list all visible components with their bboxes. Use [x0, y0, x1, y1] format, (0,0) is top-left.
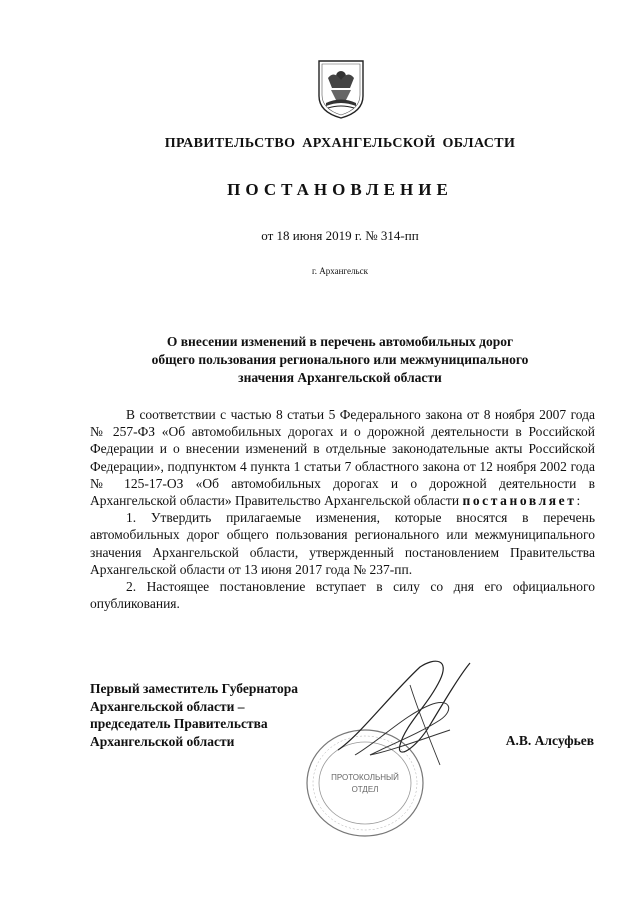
paragraph-text: В соответствии с частью 8 статьи 5 Федерального закона от 8 ноября 2007 года № 257-ФЗ «Об автомобильных дорогах и о дорожной деятельности в Российской Федерации и о внесении изменений в отдельные законодательные акты Российской Федерации», подпунктом 4 пункта 1 статьи 7 областного закона от 12 ноября 2002 года № 125-17-ОЗ «Об автомобильных дорогах и о дорожной деятельности в Архангельской области» Правительство Архангельской области — [90, 407, 595, 509]
paragraph-end: : — [576, 493, 581, 509]
coat-of-arms-icon — [316, 58, 366, 120]
body-paragraph: 2. Настоящее постановление вступает в силу со дня его официального опубликования. — [90, 579, 595, 612]
subject-line: общего пользования регионального или межмуниципального — [151, 352, 529, 367]
handwritten-signature — [300, 655, 490, 775]
body-paragraph — [90, 406, 595, 509]
stamp-text: ОТДЕЛ — [351, 785, 379, 794]
document-date-number: от 18 июня 2019 г. № 314-пп — [261, 228, 419, 243]
subject-line: О внесении изменений в перечень автомобильных дорог — [166, 334, 514, 349]
decree-keyword: постановляет — [462, 493, 577, 509]
signer-position-line: Архангельской области – — [90, 698, 245, 714]
document-type: ПОСТАНОВЛЕНИЕ — [227, 180, 453, 199]
document-body — [90, 406, 595, 612]
signer-name: А.В. Алсуфьев — [505, 733, 594, 748]
document-subject — [120, 333, 560, 387]
government-title: ПРАВИТЕЛЬСТВО АРХАНГЕЛЬСКОЙ ОБЛАСТИ — [164, 136, 516, 151]
document-city: г. Архангельск — [312, 266, 368, 276]
signer-position-line: председатель Правительства — [90, 716, 268, 731]
signer-position-line: Первый заместитель Губернатора — [90, 681, 298, 696]
subject-line: значения Архангельской области — [238, 370, 442, 385]
signer-position-line: Архангельской области — [90, 733, 235, 749]
stamp-text: ПРОТОКОЛЬНЫЙ — [331, 773, 399, 782]
body-paragraph: 1. Утвердить прилагаемые изменения, которые вносятся в перечень автомобильных дорог общего пользования регионального или межмуниципального значения Архангельской области, утвержденный постановлением Правительства Архангельской области от 13 июня 2017 года № 237-пп. — [90, 510, 595, 577]
